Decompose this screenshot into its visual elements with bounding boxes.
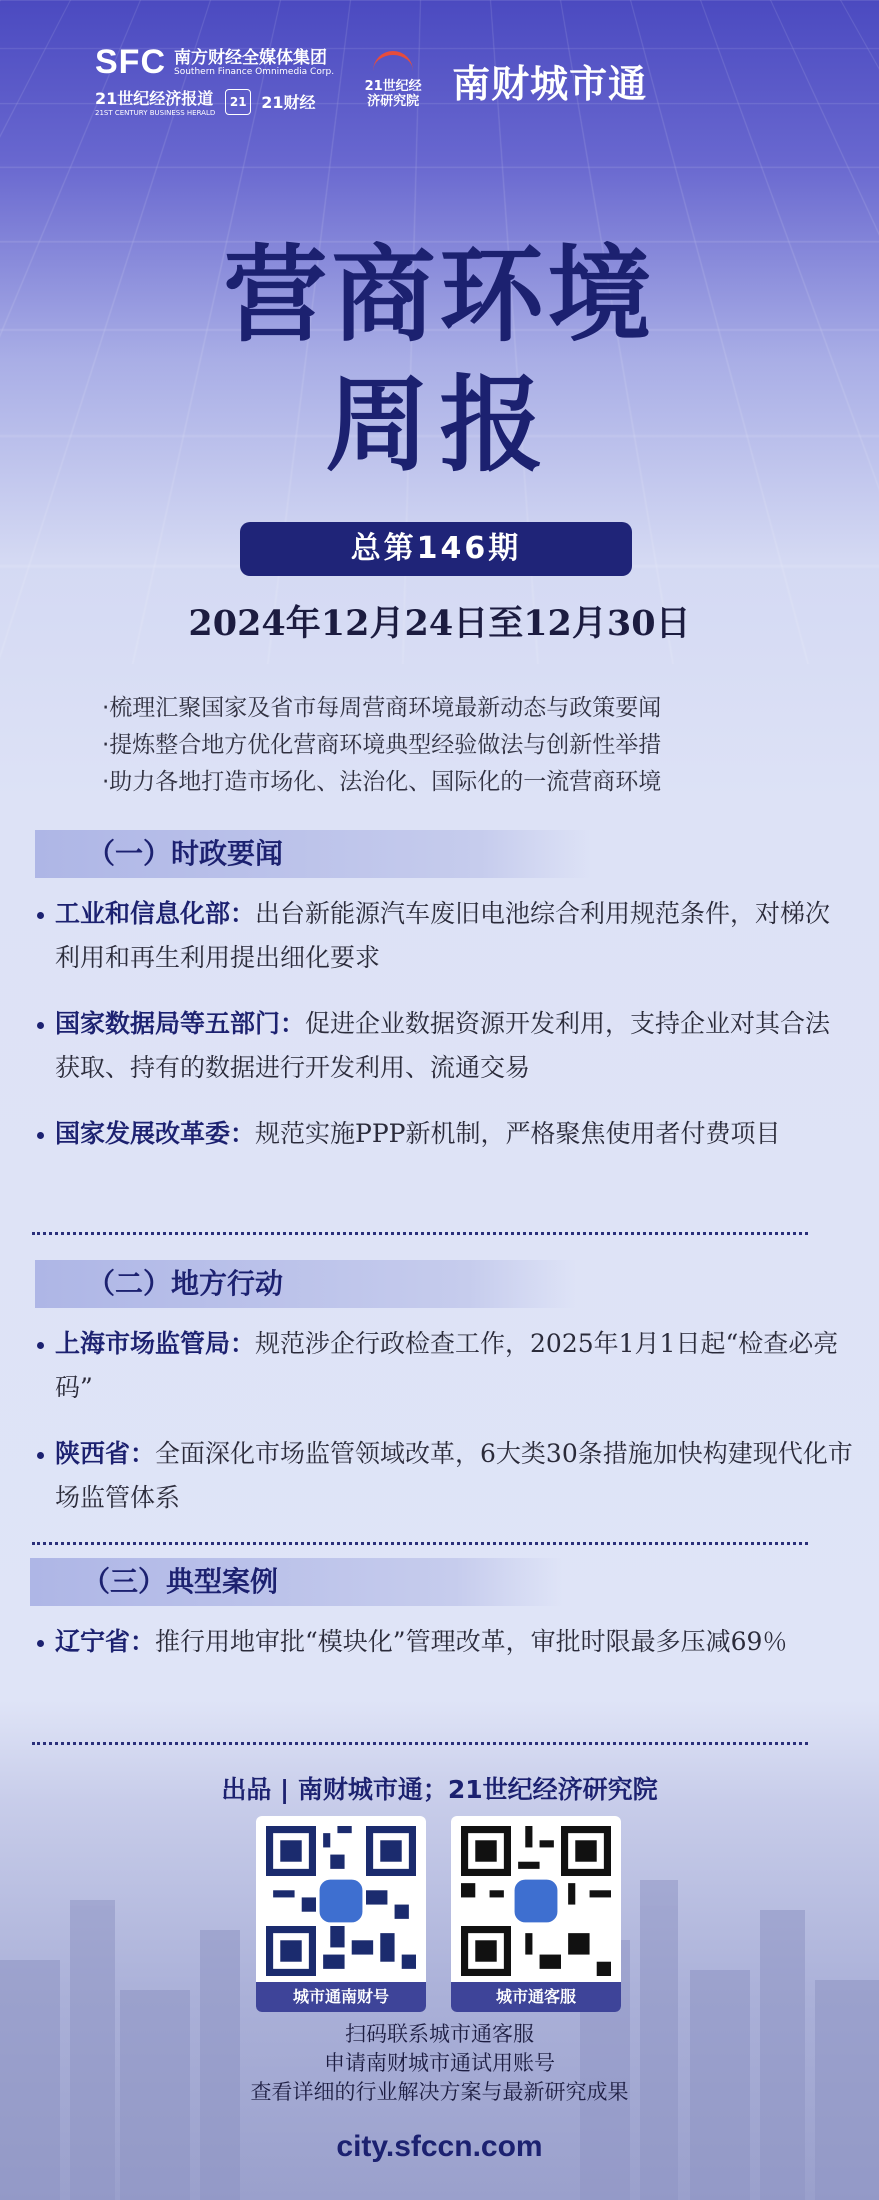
- item-text: 促进企业数据资源开发利用，支持企业对其合法获取、持有的数据进行开发利用、流通交易: [55, 1009, 831, 1082]
- footer-notes: [0, 2020, 879, 2107]
- note-line: 查看详细的行业解决方案与最新研究成果: [250, 2080, 629, 2104]
- item-text: 规范涉企行政检查工作，2025年1月1日起“检查必亮码”: [55, 1329, 839, 1402]
- item-lead: 工业和信息化部：: [55, 899, 256, 928]
- section-heading-news: （一）时政要闻: [35, 830, 592, 878]
- item-text: 出台新能源汽车废旧电池综合利用规范条件，对梯次利用和再生利用提出细化要求: [55, 899, 831, 972]
- issue-badge: 总第146期: [240, 522, 632, 576]
- producer-line: 出品 | 南财城市通；21世纪经济研究院: [221, 1775, 658, 1804]
- qr-card-service[interactable]: [451, 1816, 621, 2012]
- dotted-divider: [32, 1542, 808, 1545]
- title-line-1: 营商环境: [223, 234, 656, 356]
- list-item: [35, 1620, 855, 1664]
- note-line: 申请南财城市通试用账号: [324, 2051, 555, 2075]
- section-heading-local: （二）地方行动: [35, 1260, 577, 1308]
- dotted-divider: [32, 1742, 808, 1745]
- item-text: 推行用地审批“模块化”管理改革，审批时限最多压减69％: [155, 1627, 788, 1656]
- sfc-english-name: Southern Finance Omnimedia Corp.: [174, 66, 335, 77]
- item-lead: 陕西省：: [55, 1439, 156, 1468]
- badge-21-icon: 21: [225, 89, 251, 115]
- intro-list: [102, 690, 822, 801]
- intro-line: ·提炼整合地方优化营商环境典型经验做法与创新性举措: [102, 732, 662, 758]
- intro-line: ·梳理汇聚国家及省市每周营商环境最新动态与政策要闻: [102, 695, 662, 721]
- website-link[interactable]: city.sfccn.com: [336, 2130, 543, 2163]
- herald-english: 21ST CENTURY BUSINESS HERALD: [95, 109, 216, 117]
- section-news-items: [35, 892, 855, 1178]
- note-line: 扫码联系城市通客服: [345, 2022, 534, 2046]
- herald-name: 21世纪经济报道: [95, 89, 214, 108]
- list-item: [35, 1112, 855, 1156]
- item-lead: 国家数据局等五部门：: [55, 1009, 306, 1038]
- item-lead: 国家发展改革委：: [55, 1119, 256, 1148]
- qr-code-icon: [266, 1826, 416, 1976]
- nancai-name: 南财城市通: [452, 61, 648, 106]
- list-item: [35, 892, 855, 980]
- qr-label: 城市通南财号: [256, 1982, 426, 2012]
- qr-card-nancai[interactable]: [256, 1816, 426, 2012]
- dotted-divider: [32, 1232, 808, 1235]
- header-logos: [95, 40, 785, 120]
- intro-line: ·助力各地打造市场化、法治化、国际化的一流营商环境: [102, 769, 662, 795]
- nancai-logo: [452, 53, 647, 108]
- list-item: [35, 1322, 855, 1410]
- section-heading-cases: （三）典型案例: [30, 1558, 562, 1606]
- sfc-mark: SFC: [95, 43, 166, 81]
- section-local-items: [35, 1322, 855, 1542]
- sfc-logo: [95, 43, 334, 117]
- title-line-2: 周报: [325, 364, 554, 486]
- list-item: [35, 1432, 855, 1520]
- sfc-chinese-name: 南方财经全媒体集团: [174, 47, 327, 68]
- list-item: [35, 1002, 855, 1090]
- item-text: 全面深化市场监管领域改革，6大类30条措施加快构建现代化市场监管体系: [55, 1439, 853, 1512]
- item-lead: 辽宁省：: [55, 1627, 156, 1656]
- qr-code-icon: [461, 1826, 611, 1976]
- arc-icon: [373, 51, 413, 77]
- qr-label: 城市通客服: [451, 1982, 621, 2012]
- date-range: 2024年12月24日至12月30日: [188, 603, 691, 644]
- section-cases-items: [35, 1620, 855, 1686]
- item-lead: 上海市场监管局：: [55, 1329, 256, 1358]
- caijing-name: 21财经: [261, 93, 316, 112]
- institute-logo: [358, 51, 428, 109]
- item-text: 规范实施PPP新机制，严格聚焦使用者付费项目: [255, 1119, 781, 1148]
- institute-name: 21世纪经济研究院: [364, 79, 422, 109]
